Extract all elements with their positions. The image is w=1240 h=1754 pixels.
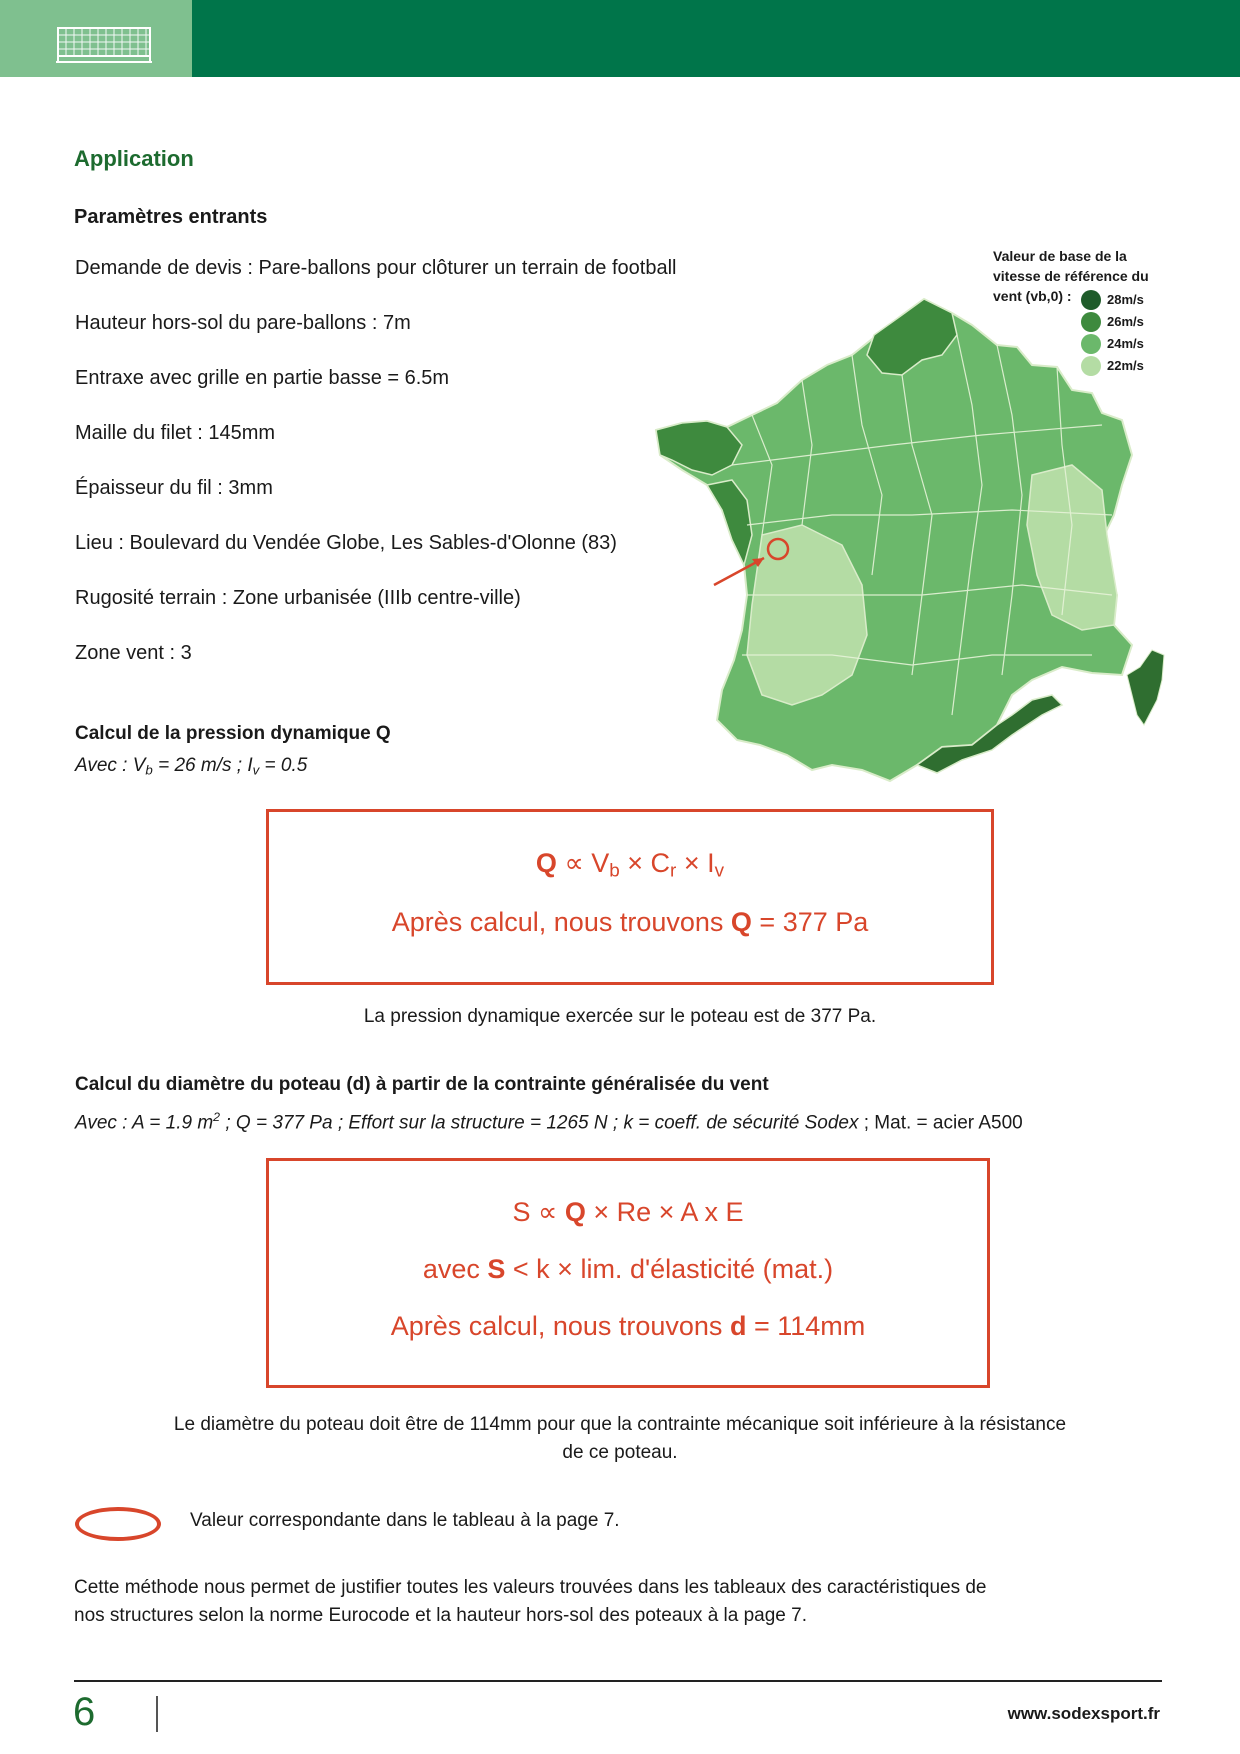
param-item: Hauteur hors-sol du pare-ballons : 7m (75, 312, 411, 334)
net-goal-icon (56, 26, 152, 64)
legend-swatch (1081, 312, 1101, 332)
param-item: Demande de devis : Pare-ballons pour clôturer un terrain de football (75, 257, 677, 279)
calc2-caption-line: Le diamètre du poteau doit être de 114mm pour que la contrainte mécanique soit inférieure à la résistance (173, 1414, 1067, 1435)
calc1-params: Avec : $V_b = 26$ m/s ; $I_v = 0.5$ (75, 755, 308, 778)
closing-paragraph (74, 1574, 987, 1630)
legend-label: 28m/s (1107, 292, 1144, 307)
param-item: Lieu : Boulevard du Vendée Globe, Les Sables-d'Olonne (83) (75, 532, 617, 554)
calc2-title: Calcul du diamètre du poteau (d) à partir de la contrainte généralisée du vent (75, 1074, 769, 1095)
legend-item (1081, 312, 1144, 332)
calc2-caption-line: de ce poteau. (562, 1442, 678, 1463)
param-item: Zone vent : 3 (75, 642, 192, 664)
legend-label: 26m/s (1107, 314, 1144, 329)
calc2-caption (0, 1411, 1240, 1467)
legend-swatch (1081, 356, 1101, 376)
legend-title-3: vent (vb,0) : (993, 288, 1072, 304)
calc1-caption: La pression dynamique exercée sur le poteau est de 377 Pa. (363, 1006, 877, 1027)
note-text: Valeur correspondante dans le tableau à la page 7. (190, 1510, 620, 1531)
map-zone-brittany (656, 421, 742, 475)
closing-line: Cette méthode nous permet de justifier toutes les valeurs trouvées dans les tableaux des caractéristiques de (74, 1577, 987, 1598)
param-item: Rugosité terrain : Zone urbanisée (IIIb centre-ville) (75, 587, 521, 609)
map-corsica (1127, 650, 1164, 725)
legend-item (1081, 356, 1144, 376)
footer-rule (74, 1680, 1162, 1682)
page-number: 6 (73, 1690, 96, 1734)
params-title: Paramètres entrants (74, 206, 268, 228)
param-item: Épaisseur du fil : 3mm (75, 477, 273, 499)
footer-url[interactable]: www.sodexsport.fr (1007, 1704, 1160, 1723)
formula-box-q (266, 809, 994, 985)
closing-line: nos structures selon la norme Eurocode et la hauteur hors-sol des poteaux à la page 7. (74, 1605, 807, 1626)
formula-q: $Q \propto V_b \times C_r \times I_v$ (535, 848, 725, 882)
calc1-title: Calcul de la pression dynamique Q (75, 723, 391, 744)
section-title: Application (74, 146, 194, 171)
header-band-right (192, 0, 1240, 77)
legend-title-1: Valeur de base de la (993, 248, 1127, 264)
param-item: Maille du filet : 145mm (75, 422, 276, 444)
footer-divider (156, 1696, 158, 1732)
result-q: Après calcul, nous trouvons Q = 377 Pa (391, 906, 869, 937)
legend-item (1081, 290, 1144, 310)
legend-item (1081, 334, 1144, 354)
params-list (75, 256, 676, 696)
map-legend (993, 246, 1149, 373)
formula-box-d (266, 1158, 990, 1388)
legend-label: 22m/s (1107, 358, 1144, 373)
param-item: Entraxe avec grille en partie basse = 6.5m (75, 367, 450, 389)
legend-label: 24m/s (1107, 336, 1144, 351)
formula-s: S ∝ Q × Re × A x E (512, 1197, 744, 1227)
legend-swatch (1081, 334, 1101, 354)
calc2-params: Avec : A = 1.9 $m^2$ ; Q = 377 Pa ; Effort sur la structure = 1265 N ; k = coeff. de sécurité Sodex ; Mat. = acier A500 (75, 1110, 1023, 1134)
result-d: Après calcul, nous trouvons d = 114mm (390, 1311, 866, 1341)
legend-title-2: vitesse de référence du (993, 268, 1149, 284)
formula-condition: avec S < k × lim. d'élasticité (mat.) (422, 1254, 834, 1284)
legend-swatch (1081, 290, 1101, 310)
note-ellipse-icon (75, 1507, 161, 1541)
